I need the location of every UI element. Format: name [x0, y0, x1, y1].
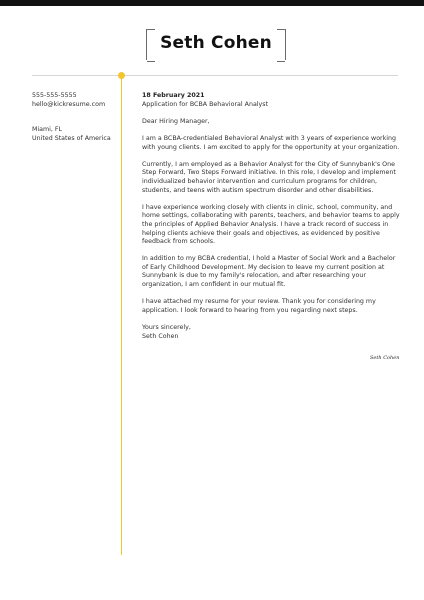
- applicant-name: Seth Cohen: [160, 33, 272, 53]
- letter-body: [142, 92, 400, 341]
- divider-dot: [118, 72, 125, 79]
- paragraph: Currently, I am employed as a Behavior Analyst for the City of Sunnybank's One Step Forward, Two Steps Forward initiative. In this role, I develop and implement individualized behavior intervention and curriculum programs for children, students, and teens with autism spectrum disorder and other disabilities.: [142, 160, 396, 194]
- letter-subject: Application for BCBA Behavioral Analyst: [142, 100, 269, 108]
- paragraph: In addition to my BCBA credential, I hold a Master of Social Work and a Bachelor of Early Childhood Development. My decision to leave my current position at Sunnybank is due to my family's relocation, and after researching your organization, I am confident in our mutual fit.: [142, 255, 396, 289]
- letter-date: 18 February 2021: [142, 92, 205, 99]
- city: Miami, FL: [32, 126, 63, 134]
- contact-column: [32, 92, 118, 143]
- paragraph: I have experience working closely with clients in clinic, school, community, and home settings, collaborating with parents, teachers, and behavior teams to apply the principles of Applied Behavior Analysis. I have a track record of success in helping clients achieve their goals and objectives, as evidenced by positive feedback from schools.: [142, 203, 400, 246]
- horizontal-divider: [32, 75, 398, 76]
- phone-number: 555-555-5555: [32, 92, 77, 99]
- closing-name: Seth Cohen: [142, 332, 179, 340]
- vertical-divider: [121, 75, 122, 555]
- greeting: Dear Hiring Manager,: [142, 117, 210, 125]
- top-bar: [0, 0, 424, 6]
- signature: Seth Cohen: [370, 355, 400, 361]
- name-header: [146, 29, 286, 60]
- closing: Yours sincerely,: [142, 324, 191, 332]
- paragraph: I have attached my resume for your review. Thank you for considering my application. I look forward to hearing from you regarding next steps.: [142, 298, 376, 314]
- paragraph: I am a BCBA-credentialed Behavioral Analyst with 3 years of experience working with young clients. I am excited to apply for the opportunity at your organization.: [142, 134, 400, 151]
- email-address: hello@kickresume.com: [32, 100, 106, 108]
- country: United States of America: [32, 134, 111, 142]
